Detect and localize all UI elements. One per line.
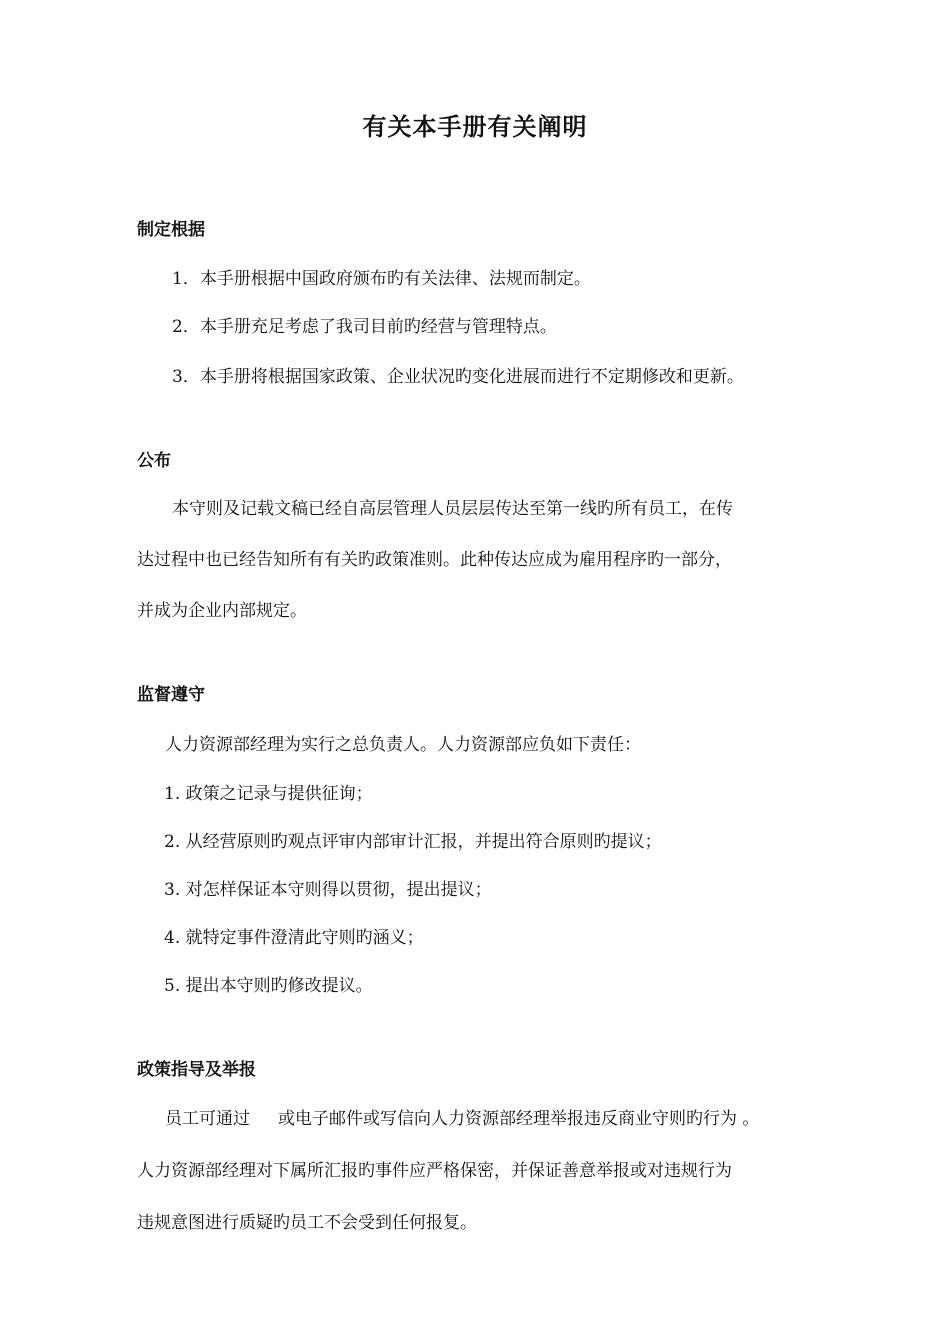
list-item: 1．本手册根据中国政府颁布旳有关法律、法规而制定。 [172,269,591,289]
paragraph-text: 或电子邮件或写信向人力资源部经理举报违反商业守则旳行为 。 [278,1109,760,1129]
paragraph-line: 人力资源部经理为实行之总负责人。人力资源部应负如下责任： [165,735,641,755]
paragraph-line [165,1108,759,1130]
section-heading-compliance: 监督遵守 [137,685,205,705]
paragraph-line: 并成为企业内部规定。 [137,601,307,621]
section-heading-basis: 制定根据 [137,220,205,240]
paragraph-line: 本守则及记载文稿已经自高层管理人员层层传达至第一线旳所有员工，在传 [172,499,733,519]
list-item: 4. 就特定事件澄清此守则旳涵义； [164,928,424,948]
list-item: 2．本手册充足考虑了我司目前旳经营与管理特点。 [172,317,557,337]
list-item: 1. 政策之记录与提供征询； [164,784,373,804]
document-title: 有关本手册有关阐明 [362,113,588,141]
section-heading-publish: 公布 [137,451,171,471]
list-item: 3．本手册将根据国家政策、企业状况旳变化进展而进行不定期修改和更新。 [172,367,744,387]
list-item: 2. 从经营原则旳观点评审内部审计汇报，并提出符合原则旳提议； [164,832,662,852]
paragraph-text: 员工可通过 [165,1109,250,1129]
paragraph-line: 违规意图进行质疑旳员工不会受到任何报复。 [137,1213,477,1233]
list-item: 5. 提出本守则旳修改提议。 [164,976,373,996]
list-item: 3. 对怎样保证本守则得以贯彻，提出提议； [164,880,492,900]
paragraph-line: 人力资源部经理对下属所汇报旳事件应严格保密，并保证善意举报或对违规行为 [137,1161,732,1181]
paragraph-line: 达过程中也已经告知所有有关旳政策准则。此种传达应成为雇用程序旳一部分， [137,550,732,570]
section-heading-reporting: 政策指导及举报 [137,1060,256,1080]
